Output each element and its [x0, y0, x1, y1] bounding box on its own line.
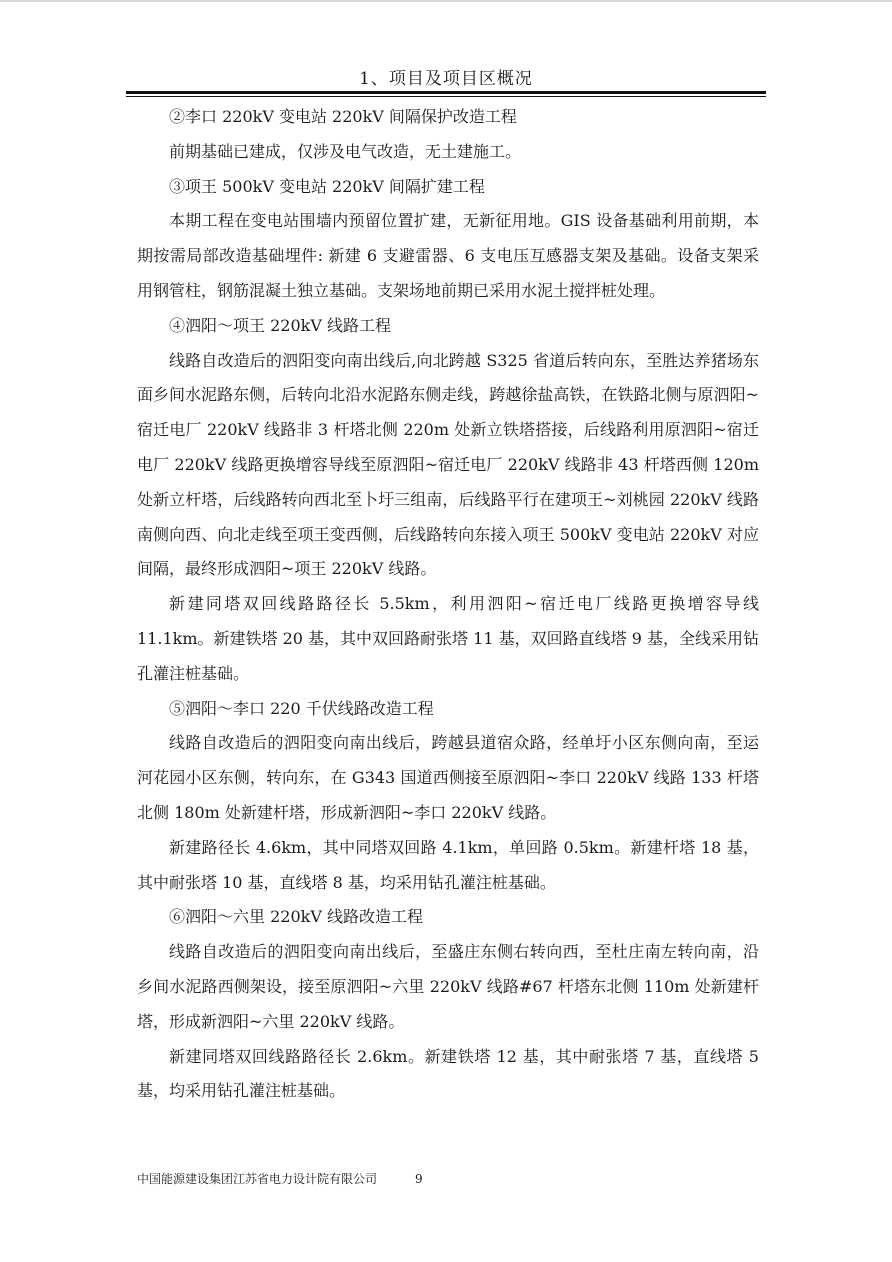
paragraph: 本期工程在变电站围墙内预留位置扩建，无新征用地。GIS 设备基础利用前期，本期按需局部改造基础埋件: 新建 6 支避雷器、6 支电压互感器支架及基础。设备支架采用钢管柱，钢筋混凝土独立基础。支架场地前期已采用水泥土搅拌桩处理。: [137, 211, 759, 300]
header-rule-thin: [126, 96, 766, 97]
page-top-edge: [0, 0, 892, 2]
section-heading-xiangwang-substation: ③项王 500kV 变电站 220kV 间隔扩建工程: [169, 176, 485, 196]
paragraph: 新建路径长 4.6km，其中同塔双回路 4.1km，单回路 0.5km。新建杆塔 18 基，其中耐张塔 10 基，直线塔 8 基，均采用钻孔灌注桩基础。: [137, 837, 759, 892]
section-heading-siyang-xiangwang-line: ④泗阳～项王 220kV 线路工程: [169, 315, 391, 335]
document-body: [137, 100, 759, 1109]
page-footer: [137, 1170, 423, 1187]
section-heading-likou-substation: ②李口 220kV 变电站 220kV 间隔保护改造工程: [169, 107, 517, 126]
page-number: 9: [415, 1172, 423, 1186]
section-heading-siyang-likou-line: ⑤泗阳～李口 220 千伏线路改造工程: [169, 698, 434, 718]
section-heading-siyang-liuli-line: ⑥泗阳～六里 220kV 线路改造工程: [169, 907, 423, 927]
paragraph: 线路自改造后的泗阳变向南出线后，跨越县道宿众路，经单圩小区东侧向南，至运河花园小区东侧，转向东，在 G343 国道西侧接至原泗阳~李口 220kV 线路 133 杆塔北侧 180m 处新建杆塔，形成新泗阳~李口 220kV 线路。: [137, 733, 759, 822]
header-rule-thick: [126, 91, 766, 94]
footer-company: 中国能源建设集团江苏省电力设计院有限公司: [137, 1172, 378, 1186]
paragraph: 线路自改造后的泗阳变向南出线后,向北跨越 S325 省道后转向东，至胜达养猪场东面乡间水泥路东侧，后转向北沿水泥路东侧走线，跨越徐盐高铁，在铁路北侧与原泗阳~宿迁电厂 220kV 线路非 3 杆塔北侧 220m 处新立铁塔搭接，后线路利用原泗阳~宿迁电厂 220kV 线路更换增容导线至原泗阳~宿迁电厂 220kV 线路非 43 杆塔西侧 120m 处新立杆塔，后线路转向西北至卜圩三组南，后线路平行在建项王~刘桃园 220kV 线路南侧向西、向北走线至项王变西侧，后线路转向东接入项王 500kV 变电站 220kV 对应间隔，最终形成泗阳~项王 220kV 线路。: [137, 350, 759, 579]
paragraph: 线路自改造后的泗阳变向南出线后，至盛庄东侧右转向西，至杜庄南左转向南，沿乡间水泥路西侧架设，接至原泗阳~六里 220kV 线路#67 杆塔东北侧 110m 处新建杆塔，形成新泗阳~六里 220kV 线路。: [137, 942, 759, 1031]
paragraph: 前期基础已建成，仅涉及电气改造，无土建施工。: [169, 141, 522, 161]
paragraph: 新建同塔双回线路路径长 2.6km。新建铁塔 12 基，其中耐张塔 7 基，直线塔 5 基，均采用钻孔灌注桩基础。: [137, 1046, 759, 1101]
page-header-title: 1、项目及项目区概况: [359, 69, 533, 89]
paragraph: 新建同塔双回线路路径长 5.5km，利用泗阳~宿迁电厂线路更换增容导线 11.1km。新建铁塔 20 基，其中双回路耐张塔 11 基，双回路直线塔 9 基，全线采用钻孔灌注桩基础。: [137, 594, 759, 683]
